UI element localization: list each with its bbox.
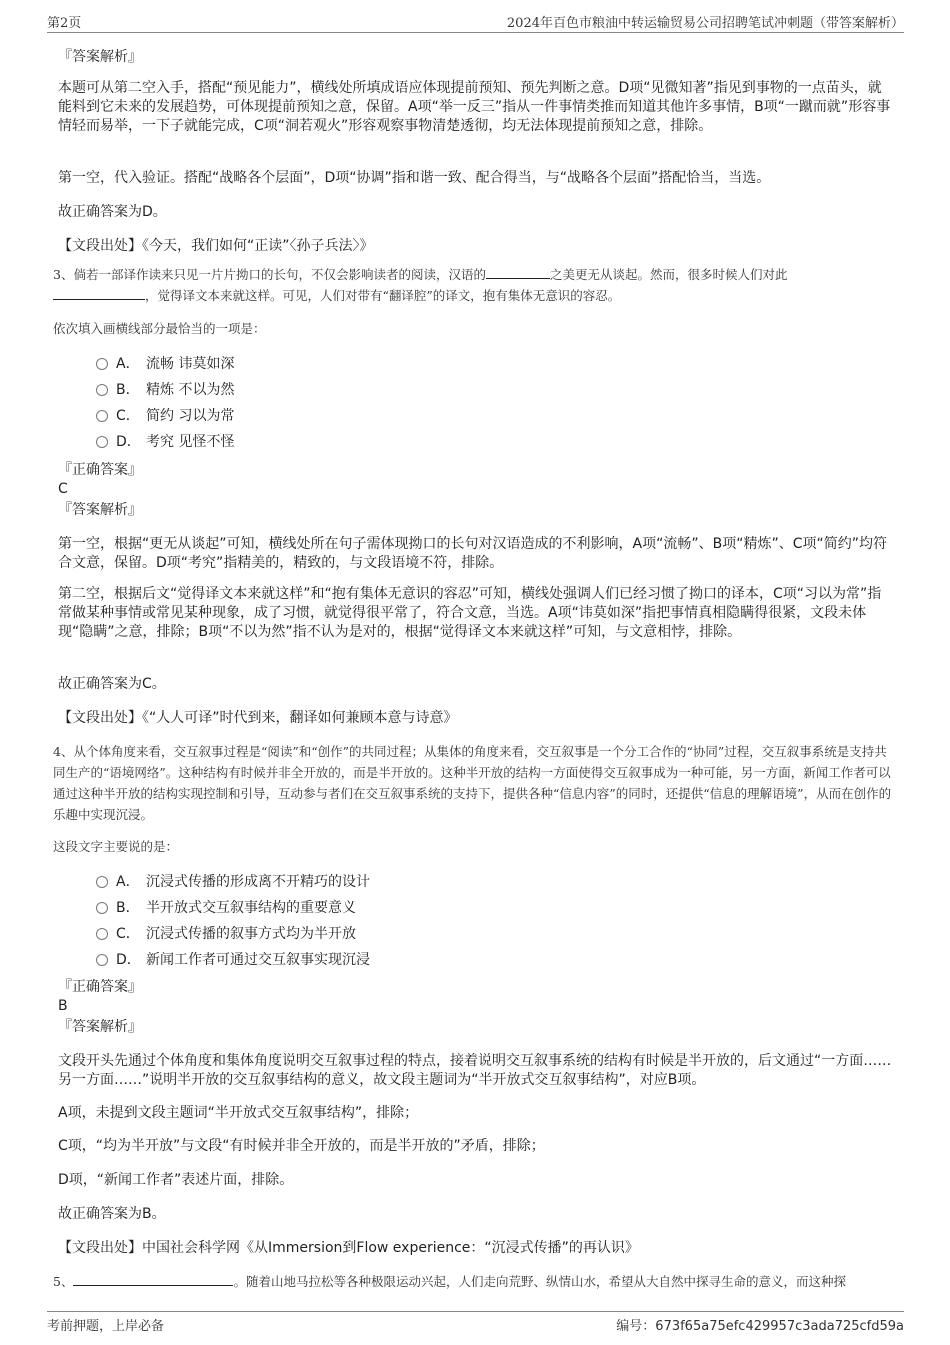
option-key: D． (116, 434, 141, 450)
option-text: 考究 见怪不怪 (146, 434, 235, 450)
q4-option-b[interactable] (96, 899, 356, 919)
q4-option-c[interactable] (96, 925, 356, 945)
q4-analysis-para-1: 文段开头先通过个体角度和集体角度说明交互叙事过程的特点，接着说明交互叙事系统的结构有时候是半开放的，后文通过“一方面……另一方面……”说明半开放的交互叙事结构的意义，故文段主题词为“半开放式交互叙事结构”，对应B项。 (58, 1053, 892, 1088)
analysis-label: 『答案解析』 (58, 1019, 142, 1035)
q3-blank-1 (486, 264, 550, 279)
option-text: 精炼 不以为然 (146, 382, 235, 398)
q3-analysis-para-1: 第一空，根据“更无从谈起”可知，横线处所在句子需体现拗口的长句对汉语造成的不利影响，A项“流畅”、B项“精炼”、C项“简约”均符合文意，保留。D项“考究”指精美的，精致的，与文段语境不符，排除。 (58, 536, 887, 571)
option-key: B． (116, 382, 140, 398)
document-title: 2024年百色市粮油中转运输贸易公司招聘笔试冲刺题（带答案解析） (506, 16, 904, 31)
q4-correct-answer: B (58, 998, 68, 1014)
option-key: B． (116, 900, 140, 916)
q3-source: 【文段出处】《“人人可译”时代到来，翻译如何兼顾本意与诗意》 (58, 710, 458, 726)
radio-button[interactable] (96, 358, 108, 370)
q3-option-c[interactable] (96, 407, 234, 427)
radio-button[interactable] (96, 928, 108, 940)
q4-source: 【文段出处】中国社会科学网《从Immersion到Flow experience：“沉浸式传播”的再认识》 (58, 1240, 639, 1256)
radio-button[interactable] (96, 410, 108, 422)
q3-option-b[interactable] (96, 381, 234, 401)
q4-option-a[interactable] (96, 873, 370, 893)
question-3-text (53, 264, 898, 306)
q4-option-d[interactable] (96, 951, 370, 971)
option-key: C． (116, 926, 140, 942)
q3-prompt: 依次填入画横线部分最恰当的一项是： (53, 321, 266, 336)
q3-text-part-2: 之美更无从谈起。然而，很多时候人们对此 (549, 267, 788, 282)
document-code: 编号：673f65a75efc429957c3ada725cfd59a (616, 1319, 904, 1334)
page-header (47, 10, 904, 33)
option-text: 半开放式交互叙事结构的重要意义 (146, 900, 356, 916)
page-footer (47, 1311, 904, 1336)
question-5-text (53, 1271, 898, 1292)
q3-correct-answer: C (58, 481, 68, 497)
radio-button[interactable] (96, 384, 108, 396)
q3-analysis-para-2: 第二空，根据后文“觉得译文本来就这样”和“抱有集体无意识的容忍”可知，横线处强调人们已经习惯了拗口的译本，C项“习以为常”指常做某种事情或常见某种现象，成了习惯，就觉得很平常了，符合文意，当选。A项“讳莫如深”指把事情真相隐瞒得很紧，文段未体现“隐瞒”之意，排除；B项“不以为然”指不认为是对的，根据“觉得译文本来就这样”可知，与文意相悖，排除。 (58, 586, 882, 640)
option-key: C． (116, 408, 140, 424)
option-key: A． (116, 874, 140, 890)
q5-text: 。随着山地马拉松等各种极限运动兴起，人们走向荒野、纵情山水，希望从大自然中探寻生命的意义，而这种探 (233, 1274, 846, 1289)
q4-prompt: 这段文字主要说的是： (53, 839, 179, 854)
radio-button[interactable] (96, 436, 108, 448)
page-number: 第2页 (47, 16, 82, 31)
q3-analysis-conclusion: 故正确答案为C。 (58, 676, 166, 692)
option-text: 简约 习以为常 (146, 408, 235, 424)
radio-button[interactable] (96, 954, 108, 966)
option-text: 新闻工作者可通过交互叙事实现沉浸 (146, 952, 370, 968)
q4-analysis-conclusion: 故正确答案为B。 (58, 1206, 166, 1222)
q3-text-part-1: 3、倘若一部译作读来只见一片片拗口的长句，不仅会影响读者的阅读，汉语的 (53, 267, 486, 282)
option-text: 流畅 讳莫如深 (146, 356, 235, 372)
analysis-label: 『答案解析』 (58, 502, 142, 518)
q2-analysis-para-1: 本题可从第二空入手，搭配“预见能力”，横线处所填成语应体现提前预知、预先判断之意。D项“见微知著”指见到事物的一点苗头，就能料到它未来的发展趋势，可体现提前预知之意，保留。A项“举一反三”指从一件事情类推而知道其他许多事情，B项“一蹴而就”形容事情轻而易举，一下子就能完成，C项“洞若观火”形容观察事物清楚透彻，均无法体现提前预知之意，排除。 (58, 80, 891, 134)
analysis-label: 『答案解析』 (58, 49, 142, 65)
q3-text-part-3: ，觉得译文本来就这样。可见，人们对带有“翻译腔”的译文，抱有集体无意识的容忍。 (145, 288, 621, 303)
radio-button[interactable] (96, 902, 108, 914)
q4-analysis-option-d: D项，“新闻工作者”表述片面，排除。 (58, 1172, 294, 1188)
option-key: A． (116, 356, 140, 372)
correct-answer-label: 『正确答案』 (58, 979, 142, 995)
q3-option-d[interactable] (96, 433, 234, 453)
question-4-text: 4、从个体角度来看，交互叙事过程是“阅读”和“创作”的共同过程；从集体的角度来看，交互叙事是一个分工合作的“协同”过程，交互叙事系统是支持共同生产的“语境网络”。这种结构有时候并非全开放的，而是半开放的。这种半开放的结构一方面使得交互叙事成为一种可能，另一方面，新闻工作者可以通过这种半开放的结构实现控制和引导，互动参与者们在交互叙事系统的支持下，提供各种“信息内容”的同时，还提供“信息的理解语境”，从而在创作的乐趣中实现沉浸。 (53, 744, 892, 822)
q3-option-a[interactable] (96, 355, 234, 375)
q5-blank (73, 1271, 233, 1286)
q3-blank-2 (53, 285, 145, 300)
q2-analysis-conclusion: 故正确答案为D。 (58, 204, 167, 220)
option-text: 沉浸式传播的形成离不开精巧的设计 (146, 874, 370, 890)
q5-prefix: 5、 (53, 1274, 74, 1289)
option-key: D． (116, 952, 141, 968)
q2-source: 【文段出处】《今天，我们如何“正读”〈孙子兵法〉》 (58, 238, 374, 254)
correct-answer-label: 『正确答案』 (58, 462, 142, 478)
q4-analysis-option-a: A项，未提到文段主题词“半开放式交互叙事结构”，排除； (58, 1105, 419, 1121)
option-text: 沉浸式传播的叙事方式均为半开放 (146, 926, 356, 942)
radio-button[interactable] (96, 876, 108, 888)
q2-analysis-para-2: 第一空，代入验证。搭配“战略各个层面”，D项“协调”指和谐一致、配合得当，与“战略各个层面”搭配恰当，当选。 (58, 170, 771, 186)
footer-slogan: 考前押题，上岸必备 (47, 1319, 165, 1334)
q4-analysis-option-c: C项，“均为半开放”与文段“有时候并非全开放的，而是半开放的”矛盾，排除； (58, 1138, 545, 1154)
